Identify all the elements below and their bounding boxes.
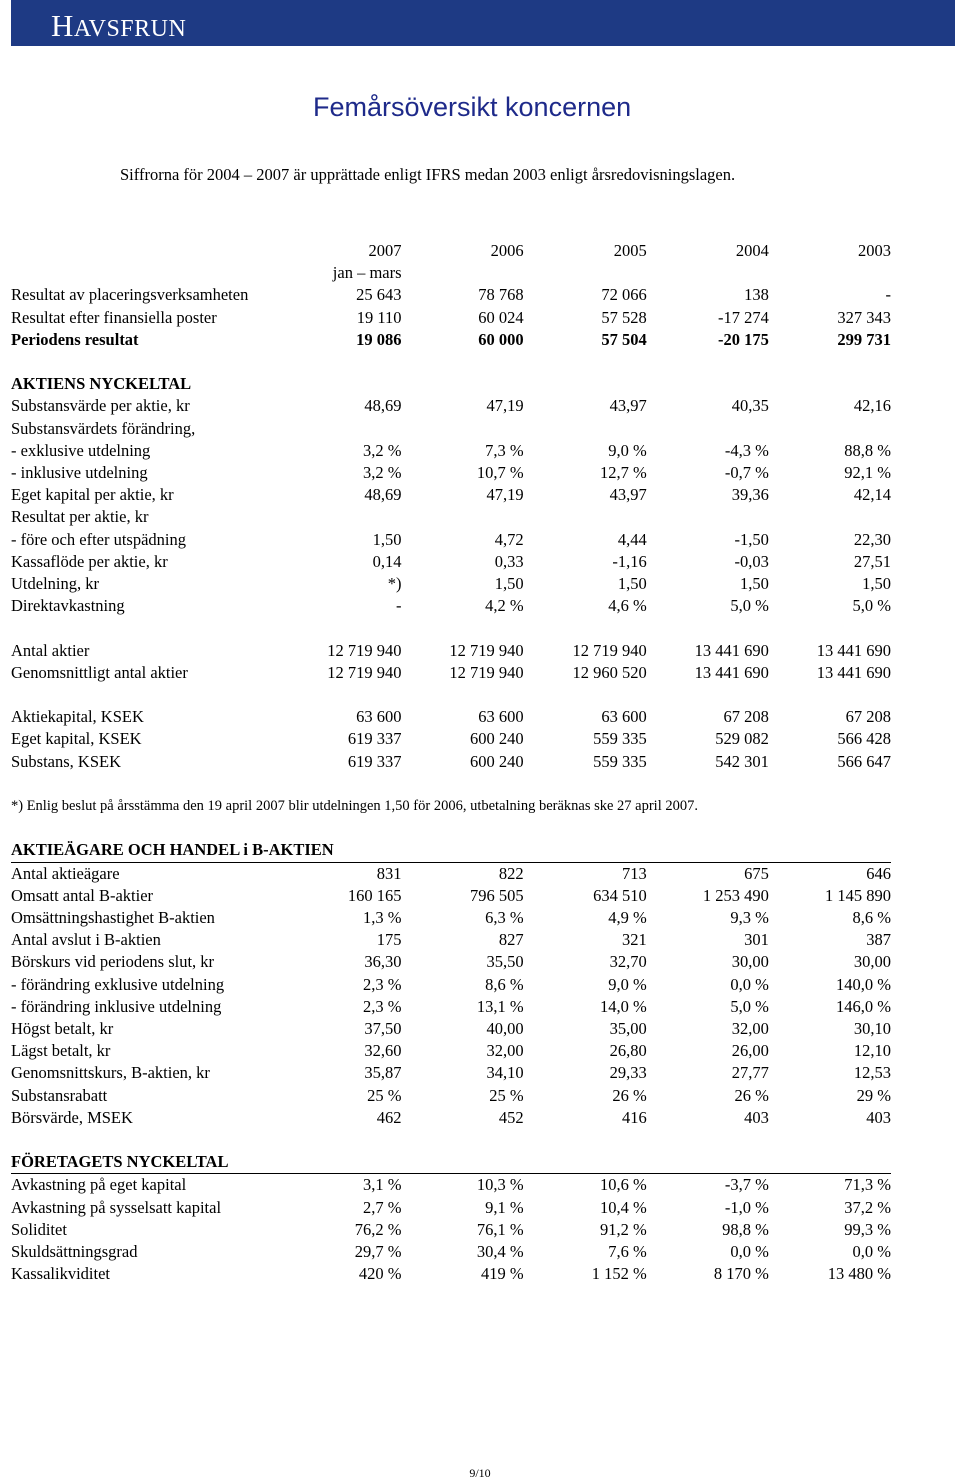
row-value: 566 428 [837,729,891,749]
row-value: 42,14 [853,485,891,505]
row-value [402,506,524,528]
row-value: 160 165 [347,885,402,905]
row-value: 827 [498,930,524,950]
row-value: 67 208 [723,707,769,727]
row-value: 0,33 [494,551,524,571]
row-value [282,506,401,528]
row-value: 26 % [734,1085,769,1105]
row-value: -4,3 % [724,440,769,460]
table-row [11,395,891,417]
row-value: 32,70 [609,952,647,972]
row-value: 419 % [481,1264,524,1284]
header-band [11,0,955,46]
header-blank [402,262,524,284]
row-value: 29,7 % [354,1242,402,1262]
row-value: 47,19 [486,396,524,416]
table-row [11,706,891,728]
row-value: 12 719 940 [327,640,402,660]
row-value: 34,10 [486,1063,524,1083]
row-value: 1,50 [617,574,647,594]
row-label: Börskurs vid periodens slut, kr [11,952,215,972]
spacer [11,1129,891,1151]
row-value: 26,00 [731,1041,769,1061]
table-row [11,1085,891,1107]
row-label: Direktavkastning [11,596,125,616]
row-value: 29 % [856,1085,891,1105]
row-value: 60 024 [478,307,524,327]
footnote: *) Enlig beslut på årsstämma den 19 april 2007 blir utdelningen 1,50 för 2006, utbetalning beräknas ske 27 april 2007. [11,798,698,815]
section-header-row [11,839,891,862]
table-row [11,307,891,329]
row-value: 12 719 940 [572,640,647,660]
row-value: 25 % [367,1085,402,1105]
row-value [769,506,891,528]
table-row [11,1107,891,1129]
table-row [11,862,891,885]
table-row [11,506,891,528]
row-value: 675 [744,863,769,883]
row-label: Omsättningshastighet B-aktien [11,908,215,928]
row-value: 13 441 690 [816,662,891,682]
row-label: Högst betalt, kr [11,1019,114,1039]
row-value: 140,0 % [836,974,891,994]
row-label: Substansvärde per aktie, kr [11,396,190,416]
row-label: Substans, KSEK [11,751,122,771]
row-value: *) [387,574,402,594]
row-label: Antal avslut i B-aktien [11,930,161,950]
row-value: 13 480 % [827,1264,891,1284]
row-label: Genomsnittskurs, B-aktien, kr [11,1063,210,1083]
row-value: 43,97 [609,485,647,505]
row-value: 63 600 [478,707,524,727]
table-row [11,529,891,551]
row-value: 8 170 % [713,1264,769,1284]
row-value: 600 240 [470,729,524,749]
row-value: 1,50 [739,574,769,594]
row-value: 98,8 % [722,1219,769,1239]
table-row [11,662,891,684]
row-value: 12 719 940 [449,662,524,682]
row-value: 14,0 % [600,996,647,1016]
row-value: 559 335 [593,729,647,749]
year-header: 2003 [858,241,891,260]
row-value: 30,10 [853,1019,891,1039]
row-value: 2,3 % [363,974,402,994]
section-header-row [11,373,891,395]
row-value: 416 [622,1107,647,1127]
row-value [524,418,647,440]
row-value: 76,1 % [476,1219,524,1239]
table-row [11,996,891,1018]
row-label: Genomsnittligt antal aktier [11,662,188,682]
row-value: 2,7 % [363,1197,402,1217]
row-value: 76,2 % [354,1219,402,1239]
table-row [11,751,891,773]
spacer [11,773,891,795]
row-value: 619 337 [347,729,402,749]
table-row [11,284,891,306]
row-value: 30,00 [731,952,769,972]
section-header-row [11,1151,891,1174]
row-value: 566 647 [837,751,891,771]
table-row [11,1263,891,1285]
row-value: 529 082 [715,729,769,749]
row-value [647,418,769,440]
row-value: 0,0 % [852,1242,891,1262]
row-value: 32,00 [731,1019,769,1039]
header-blank [11,262,282,284]
row-value [402,418,524,440]
row-value: 13 441 690 [694,662,769,682]
year-header: 2007 [368,241,402,260]
row-value: 57 504 [601,329,647,349]
row-value: 13 441 690 [694,640,769,660]
row-value: 831 [376,863,402,883]
company-logo: HAVSFRUN [51,8,187,43]
year-note: jan – mars [332,263,402,283]
row-value: 48,69 [364,396,402,416]
header-blank [11,240,282,262]
row-value: 646 [866,863,891,883]
row-value: 37,50 [364,1019,402,1039]
row-value: 4,44 [617,529,647,549]
row-value: 4,6 % [608,596,647,616]
row-label: - förändring inklusive utdelning [11,996,222,1016]
row-value: 403 [866,1107,891,1127]
table-row [11,462,891,484]
row-value: 5,0 % [852,596,891,616]
table-row [11,573,891,595]
row-value: -3,7 % [724,1175,769,1195]
row-value: 8,6 % [852,908,891,928]
row-value: 175 [376,930,402,950]
year-header-row [11,240,891,262]
row-label: Substansvärdets förändring, [11,418,196,438]
row-label: Kassalikviditet [11,1264,110,1284]
spacer [11,351,891,373]
year-header: 2006 [490,241,524,260]
row-value: 7,3 % [485,440,524,460]
row-value: 559 335 [593,751,647,771]
row-value: 36,30 [364,952,402,972]
header-blank [524,262,647,284]
row-value: 12,7 % [600,463,647,483]
section-heading-aktieagare: AKTIEÄGARE OCH HANDEL i B-AKTIEN [11,839,891,862]
year-header: 2005 [613,241,647,260]
row-value: 0,0 % [730,974,769,994]
row-value: 7,6 % [608,1242,647,1262]
row-value [282,418,401,440]
row-value: 40,00 [486,1019,524,1039]
table-row [11,418,891,440]
row-value: 8,6 % [485,974,524,994]
table-row [11,1241,891,1263]
row-value: 32,00 [486,1041,524,1061]
row-value: 9,0 % [608,440,647,460]
row-label: Kassaflöde per aktie, kr [11,551,168,571]
year-note-row [11,262,891,284]
table-row [11,974,891,996]
row-label: Eget kapital, KSEK [11,729,142,749]
row-value: 9,0 % [608,974,647,994]
row-value: -1,0 % [724,1197,769,1217]
row-label: - inklusive utdelning [11,463,148,483]
row-value: 32,60 [364,1041,402,1061]
row-label: Soliditet [11,1219,67,1239]
row-value: 1 145 890 [825,885,891,905]
row-value [769,418,891,440]
row-value: 12 719 940 [449,640,524,660]
row-value: -0,7 % [724,463,769,483]
row-value: -1,16 [612,551,647,571]
row-value: 301 [744,930,769,950]
row-value: 3,2 % [363,440,402,460]
row-value: 27,77 [731,1063,769,1083]
row-value: 92,1 % [844,463,891,483]
spacer-row [11,773,891,795]
row-label: Lägst betalt, kr [11,1041,111,1061]
row-value: 26,80 [609,1041,647,1061]
row-value: 2,3 % [363,996,402,1016]
row-label: Substansrabatt [11,1085,108,1105]
header-blank [769,262,891,284]
row-value: 19 086 [356,329,402,349]
row-value: 4,72 [494,529,524,549]
row-value: 35,50 [486,952,524,972]
row-value: 634 510 [593,885,647,905]
row-value: -0,03 [734,551,769,571]
table-row [11,640,891,662]
row-value: 37,2 % [844,1197,891,1217]
row-value: 13 441 690 [816,640,891,660]
subtitle: Siffrorna för 2004 – 2007 är upprättade enligt IFRS medan 2003 enligt årsredovisningslagen. [120,165,736,184]
year-header: 2004 [735,241,769,260]
row-value: 321 [622,930,647,950]
row-label: Periodens resultat [11,329,139,349]
row-value: 48,69 [364,485,402,505]
row-value: 67 208 [845,707,891,727]
row-value: 40,35 [731,396,769,416]
row-value: 12,53 [853,1063,891,1083]
row-value: 25 % [489,1085,524,1105]
row-value: 542 301 [715,751,769,771]
table-row [11,1197,891,1219]
row-value: 600 240 [470,751,524,771]
row-value: 452 [498,1107,524,1127]
section-heading-foretagets-nyckeltal: FÖRETAGETS NYCKELTAL [11,1151,891,1174]
table-row [11,1219,891,1241]
row-value: 35,00 [609,1019,647,1039]
row-label: Resultat efter finansiella poster [11,307,217,327]
spacer-row [11,817,891,839]
page-number: 9/10 [469,1466,491,1480]
row-value: 72 066 [601,285,647,305]
table-row [11,440,891,462]
row-value: 9,3 % [730,908,769,928]
row-label: Resultat per aktie, kr [11,507,149,527]
row-value: 619 337 [347,751,402,771]
footnote-row [11,795,891,817]
row-value: 29,33 [609,1063,647,1083]
row-value: 63 600 [356,707,402,727]
row-value: 138 [744,285,769,305]
row-value: 146,0 % [836,996,891,1016]
row-value: 0,14 [372,551,402,571]
row-label: Aktiekapital, KSEK [11,707,144,727]
table-row [11,951,891,973]
spacer [11,617,891,639]
table-row [11,551,891,573]
spacer [11,684,891,706]
row-value: 1,50 [372,529,402,549]
row-value: 30,00 [853,952,891,972]
row-value: 57 528 [601,307,647,327]
table-row [11,1062,891,1084]
row-value: -20 175 [717,329,769,349]
table-row [11,1040,891,1062]
row-value: 713 [622,863,647,883]
row-value: 9,1 % [485,1197,524,1217]
section-heading-aktiens-nyckeltal: AKTIENS NYCKELTAL [11,374,192,394]
row-value: 3,2 % [363,463,402,483]
row-value: 60 000 [478,329,524,349]
row-value: 12 719 940 [327,662,402,682]
row-value: 10,3 % [476,1175,524,1195]
row-value: 88,8 % [844,440,891,460]
row-value: - [396,596,402,616]
row-value: 822 [498,863,524,883]
table-row [11,1018,891,1040]
row-value: - [885,285,891,305]
row-value: 5,0 % [730,996,769,1016]
row-value: 99,3 % [844,1219,891,1239]
row-value: 13,1 % [476,996,524,1016]
table-row [11,929,891,951]
row-value: 1 253 490 [702,885,769,905]
row-value: 47,19 [486,485,524,505]
row-value: 26 % [612,1085,647,1105]
spacer-row [11,1129,891,1151]
row-label: Avkastning på sysselsatt kapital [11,1197,222,1217]
row-label: Skuldsättningsgrad [11,1242,138,1262]
row-value: 19 110 [356,307,402,327]
row-value: 71,3 % [844,1175,891,1195]
row-value: 10,6 % [600,1175,647,1195]
table-row [11,484,891,506]
row-value: 0,0 % [730,1242,769,1262]
row-value: 1,3 % [363,908,402,928]
row-value: 3,1 % [363,1175,402,1195]
row-value: 12 960 520 [572,662,647,682]
spacer-row [11,684,891,706]
row-value: 5,0 % [730,596,769,616]
table-row [11,1174,891,1197]
row-value: 43,97 [609,396,647,416]
row-value: -1,50 [734,529,769,549]
row-label: Börsvärde, MSEK [11,1107,133,1127]
row-value: 796 505 [470,885,524,905]
table-row [11,907,891,929]
row-value: 1,50 [494,574,524,594]
row-value: 10,7 % [476,463,524,483]
row-value: 12,10 [853,1041,891,1061]
row-value: 91,2 % [600,1219,647,1239]
row-value: 4,2 % [485,596,524,616]
row-value: 25 643 [356,285,402,305]
row-value: 1 152 % [591,1264,647,1284]
row-value: 1,50 [862,574,891,594]
table-row [11,595,891,617]
spacer-row [11,617,891,639]
row-value: 42,16 [853,396,891,416]
table-row [11,728,891,750]
row-value: 4,9 % [608,908,647,928]
row-label: Resultat av placeringsverksamheten [11,285,249,305]
row-value: 10,4 % [600,1197,647,1217]
row-value [524,506,647,528]
row-value: 63 600 [601,707,647,727]
row-value [647,506,769,528]
row-value: 462 [376,1107,402,1127]
row-label: Avkastning på eget kapital [11,1175,187,1195]
row-value: 39,36 [731,485,769,505]
row-label: - förändring exklusive utdelning [11,974,225,994]
row-value: 22,30 [853,529,891,549]
row-value: 35,87 [364,1063,402,1083]
row-label: Antal aktieägare [11,863,120,883]
row-value: 387 [866,930,891,950]
row-label: Utdelning, kr [11,574,99,594]
row-value: 299 731 [837,329,891,349]
row-label: Antal aktier [11,640,90,660]
row-label: - före och efter utspädning [11,529,187,549]
table-row [11,329,891,351]
row-label: Eget kapital per aktie, kr [11,485,174,505]
row-value: -17 274 [717,307,769,327]
row-value: 327 343 [837,307,891,327]
row-label: Omsatt antal B-aktier [11,885,154,905]
page-title: Femårsöversikt koncernen [313,92,632,122]
table-row [11,885,891,907]
row-value: 78 768 [478,285,524,305]
row-value: 403 [744,1107,769,1127]
spacer [11,817,891,839]
row-value: 6,3 % [485,908,524,928]
spacer-row [11,351,891,373]
row-value: 420 % [358,1264,402,1284]
row-value: 30,4 % [476,1242,524,1262]
header-blank [647,262,769,284]
five-year-table [11,240,891,1285]
row-label: - exklusive utdelning [11,440,151,460]
row-value: 27,51 [853,551,891,571]
